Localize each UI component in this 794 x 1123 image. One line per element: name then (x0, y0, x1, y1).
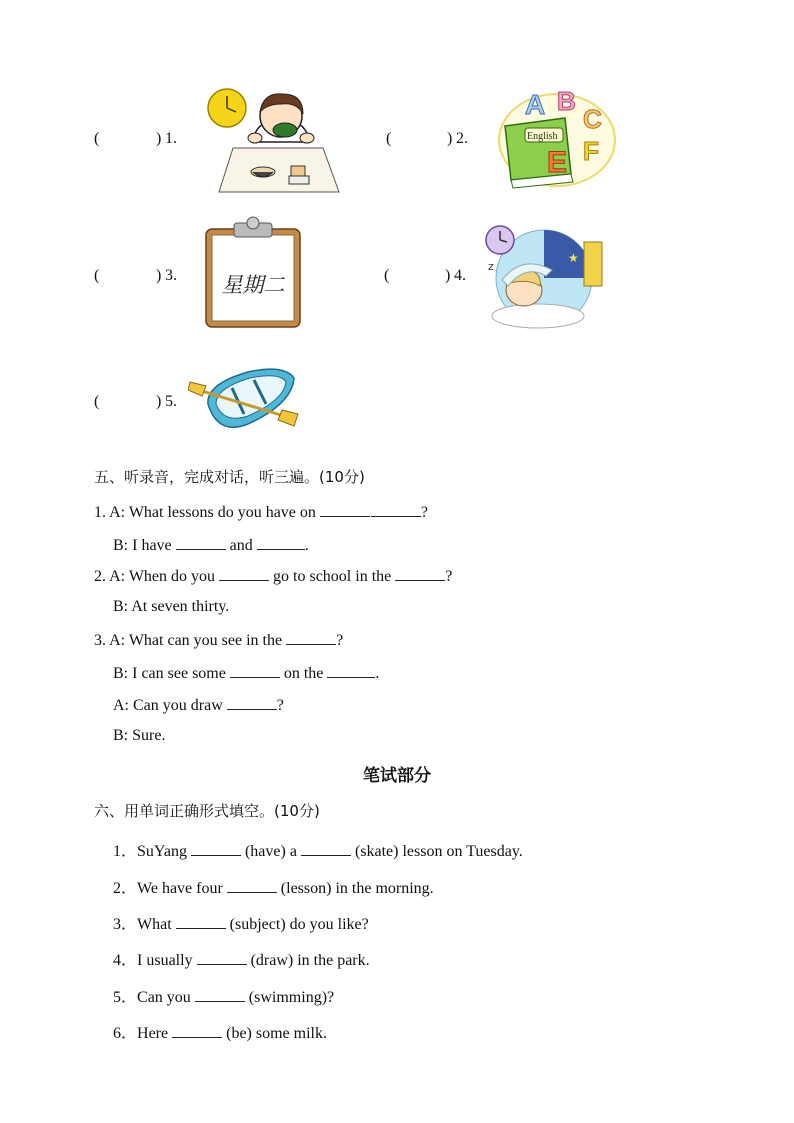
item-number: 1. (165, 130, 177, 147)
dialogue-text: A: Can you draw (113, 697, 227, 714)
answer-blank[interactable] (227, 878, 277, 893)
answer-blank[interactable] (176, 914, 226, 929)
boat-picture (188, 364, 300, 438)
answer-blank[interactable] (301, 841, 351, 856)
dialogue-text: ? (276, 697, 284, 714)
book-letter: C (583, 104, 602, 134)
exercise-text: (draw) in the park. (246, 952, 370, 969)
book-letter: A (525, 89, 546, 120)
paren-open: ( (94, 130, 100, 147)
part5-title: 五、听录音，完成对话，听三遍。(10分) (94, 468, 365, 486)
dialogue-text: . (375, 665, 380, 682)
answer-blank[interactable] (176, 535, 226, 550)
dialogue-text: on the (279, 665, 328, 682)
item-number: 5. (165, 393, 177, 410)
exercise-text: (skate) lesson on Tuesday. (350, 843, 523, 860)
dialogue-2-a (94, 566, 452, 586)
answer-blank[interactable] (172, 1023, 222, 1038)
paren-open: ( (386, 130, 392, 147)
exercise-number: 1． (113, 843, 138, 860)
breakfast-picture (205, 86, 345, 194)
answer-blank[interactable] (286, 630, 336, 645)
dialogue-text: ? (445, 568, 453, 585)
exercise-text: (be) some milk. (222, 1025, 327, 1042)
dialogue-text: B: I have (113, 537, 176, 554)
exercise-6 (113, 1020, 327, 1043)
dialogue-text: and (225, 537, 257, 554)
exercise-5 (113, 984, 334, 1007)
exercise-4 (113, 947, 370, 970)
paren-open: ( (384, 267, 390, 284)
clipboard-text: 星期二 (221, 273, 285, 297)
paren-close: ) (156, 130, 162, 147)
exercise-number: 2． (113, 880, 138, 897)
answer-blank[interactable] (257, 535, 305, 550)
item-number: 3. (165, 267, 177, 284)
exercise-text: (subject) do you like? (225, 916, 369, 933)
paren-close: ) (156, 393, 162, 410)
part6-title: 六、用单词正确形式填空。(10分) (94, 802, 320, 820)
exercise-text: What (137, 916, 176, 933)
exercise-text: (swimming)? (244, 989, 335, 1006)
exercise-text: (have) a (240, 843, 301, 860)
clipboard-picture (204, 215, 302, 329)
dialogue-text: 2. A: When do you (94, 568, 220, 585)
dialogue-3-a2 (113, 695, 284, 715)
dialogue-text: 3. A: What can you see in the (94, 632, 287, 649)
book-letter: B (557, 86, 576, 116)
exercise-number: 4． (113, 952, 138, 969)
exercise-text: SuYang (137, 843, 191, 860)
dialogue-text: ? (336, 632, 344, 649)
book-letter: F (583, 136, 599, 166)
exercise-3 (113, 911, 369, 934)
dialogue-text: 1. A: What lessons do you have on (94, 504, 320, 521)
exercise-text: (lesson) in the morning. (276, 880, 434, 897)
answer-blank[interactable] (230, 663, 280, 678)
dialogue-text: go to school in the (269, 568, 396, 585)
english-book-picture (495, 84, 619, 190)
dialogue-2-b: B: At seven thirty. (113, 598, 230, 615)
paren-close: ) (447, 130, 453, 147)
item-number: 4. (454, 267, 466, 284)
exercise-2 (113, 875, 434, 898)
dialogue-text: . (304, 537, 309, 554)
answer-blank[interactable] (395, 566, 445, 581)
paren-open: ( (94, 267, 100, 284)
exercise-number: 3． (113, 916, 138, 933)
svg-text:★: ★ (568, 251, 579, 265)
book-letter: E (547, 146, 568, 179)
exercise-text: I usually (137, 952, 197, 969)
paren-open: ( (94, 393, 100, 410)
answer-blank[interactable] (371, 502, 421, 517)
exercise-text: Can you (137, 989, 195, 1006)
dialogue-text: ? (420, 504, 429, 521)
dialogue-text: B: I can see some (113, 665, 230, 682)
answer-blank[interactable] (197, 950, 247, 965)
answer-blank[interactable] (227, 695, 277, 710)
answer-blank[interactable] (320, 502, 370, 517)
answer-blank[interactable] (327, 663, 375, 678)
answer-blank[interactable] (191, 841, 241, 856)
item-number: 2. (456, 130, 468, 147)
svg-text:z: z (488, 260, 494, 273)
answer-blank[interactable] (219, 566, 269, 581)
exercise-text: Here (137, 1025, 173, 1042)
dialogue-1-b (113, 535, 309, 555)
exercise-1 (113, 838, 523, 861)
book-label: English (527, 131, 558, 142)
dialogue-3-b2: B: Sure. (113, 727, 166, 744)
exercise-number: 5． (113, 989, 138, 1006)
dialogue-3-b (113, 663, 379, 683)
dialogue-1-a (94, 502, 428, 522)
dialogue-3-a (94, 630, 343, 650)
paren-close: ) (445, 267, 451, 284)
answer-blank[interactable] (195, 987, 245, 1002)
paren-close: ) (156, 267, 162, 284)
exercise-text: We have four (137, 880, 227, 897)
exercise-number: 6． (113, 1025, 138, 1042)
written-section-heading: 笔试部分 (363, 766, 431, 786)
sleeping-picture (482, 220, 608, 330)
